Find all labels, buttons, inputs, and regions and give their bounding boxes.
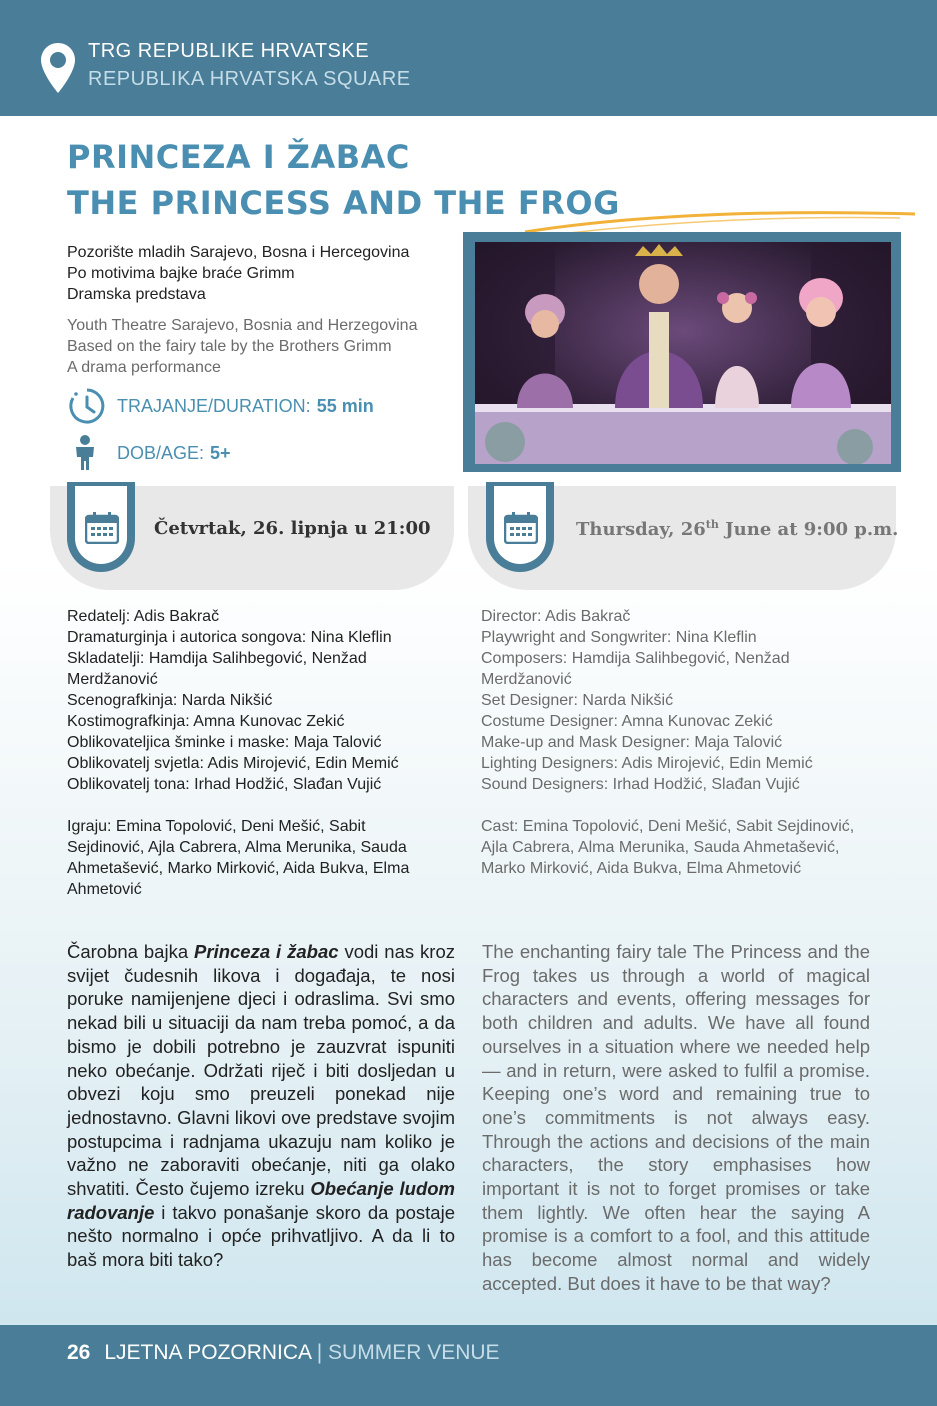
cast-line: Igraju: Emina Topolović, Deni Mešić, Sabit Sejdinović, Ajla Cabrera, Alma Merunika, Sauda Ahmetašević, Marko Mirković, Aida Bukva, Elma Ahmetović — [67, 818, 410, 898]
credit-line: Redatelj: Adis Bakrač — [67, 608, 220, 625]
credits-hr — [67, 606, 447, 900]
info-en-line: A drama performance — [67, 359, 221, 376]
credits-en — [481, 606, 861, 879]
duration-label: TRAJANJE/DURATION: — [117, 395, 311, 416]
cast-line: Cast: Emina Topolović, Deni Mešić, Sabit Sejdinović, Ajla Cabrera, Alma Merunika, Sauda Ahmetašević, Marko Mirković, Aida Bukva, Elma Ahmetović — [481, 818, 855, 877]
desc-emphasis: Obećanje ludom radovanje — [67, 1178, 456, 1223]
age-label: DOB/AGE: — [117, 442, 205, 463]
credit-line: Composers: Hamdija Salihbegović, Nenžad Merdžanović — [481, 650, 790, 688]
credit-line: Make-up and Mask Designer: Maja Talović — [481, 734, 783, 751]
info-en — [67, 315, 417, 378]
credit-line: Oblikovateljica šminke i maske: Maja Talović — [67, 734, 382, 751]
credit-line: Skladatelji: Hamdija Salihbegović, Nenžad Merdžanović — [67, 650, 367, 688]
performance-photo — [475, 242, 891, 464]
calendar-icon — [504, 512, 538, 544]
credit-line: Set Designer: Narda Nikšić — [481, 692, 674, 709]
credit-line: Playwright and Songwriter: Nina Kleflin — [481, 629, 757, 646]
info-hr — [67, 242, 409, 305]
duration-row — [67, 386, 374, 426]
calendar-tab-hr — [67, 482, 135, 572]
desc-emphasis: Princeza i žabac — [194, 941, 339, 962]
credit-line: Dramaturginja i autorica songova: Nina Kleflin — [67, 629, 392, 646]
footer-section-hr: LJETNA POZORNICA — [104, 1341, 311, 1364]
credit-line: Costume Designer: Amna Kunovac Zekić — [481, 713, 773, 730]
footer-section-en: SUMMER VENUE — [328, 1341, 500, 1364]
title-hr: PRINCEZA I ŽABAC — [67, 138, 410, 176]
desc-text: i takvo ponašanje skoro da postaje nešto normalno i opće prihvatljivo. A da li to baš mora biti tako? — [67, 1201, 455, 1271]
desc-text: vodi nas kroz svijet čudesnih likova i događaja, te nosi poruke namijenjene djeci i odraslima. Svi smo nekad bili u situaciji da nam treba pomoć, a da bismo je dobili potrebno je zauzvrat ispuniti neko obećanje. Održati riječ i biti dosljedan u obvezi koju smo preuzeli ponekad nije jednostavno. Glavni likovi ove predstave svojim postupcima i radnjama ukazuju nam koliko je važno ne zaboraviti obećanje, niti ga olako shvatiti. Često čujemo izreku — [67, 941, 455, 1200]
calendar-tab-en — [486, 482, 554, 572]
date-en — [576, 518, 898, 540]
credit-line: Oblikovatelj svjetla: Adis Mirojević, Edin Memić — [67, 755, 399, 772]
duration-value: 55 min — [316, 395, 374, 416]
description-en: The enchanting fairy tale The Princess and the Frog takes us through a world of magical characters and events, offering messages for both children and adults. We have all found ourselves in a situation where we needed help — and in return, were asked to fulfil a promise. Keeping one’s word and remaining true to one’s commitments is not always easy. Through the actions and decisions of the main characters, the story emphasises how important it is not to forget promises or take them lightly. We often hear the saying A promise is a comfort to a fool, and this attitude has become almost normal and widely accepted. But does it have to be that way? — [482, 941, 870, 1294]
credit-line: Lighting Designers: Adis Mirojević, Edin Memić — [481, 755, 813, 772]
date-hr: Četvrtak, 26. lipnja u 21:00 — [154, 518, 431, 539]
credit-line: Oblikovatelj tona: Irhad Hodžić, Slađan Vujić — [67, 776, 382, 793]
age-row — [67, 433, 231, 473]
page-number: 26 — [67, 1341, 91, 1364]
description-hr — [67, 940, 455, 1272]
age-value: 5+ — [210, 442, 231, 463]
footer — [67, 1341, 500, 1365]
info-hr-line: Dramska predstava — [67, 286, 206, 303]
footer-separator: | — [310, 1341, 329, 1364]
location-pin-icon — [40, 42, 76, 94]
date-en-suffix: th — [705, 518, 719, 531]
desc-text: Čarobna bajka — [67, 941, 195, 962]
credit-line: Sound Designers: Irhad Hodžić, Slađan Vujić — [481, 776, 800, 793]
info-hr-line: Po motivima bajke braće Grimm — [67, 265, 295, 282]
info-hr-line: Pozorište mladih Sarajevo, Bosna i Hercegovina — [67, 244, 410, 261]
info-en-line: Based on the fairy tale by the Brothers Grimm — [67, 338, 392, 355]
footer-bar — [0, 1325, 937, 1406]
calendar-icon — [85, 512, 119, 544]
credit-line: Scenografkinja: Narda Nikšić — [67, 692, 273, 709]
child-icon — [67, 433, 107, 473]
credit-line: Director: Adis Bakrač — [481, 608, 631, 625]
info-en-line: Youth Theatre Sarajevo, Bosnia and Herzegovina — [67, 317, 418, 334]
date-en-day: Thursday, 26 — [576, 519, 706, 540]
venue-name-hr: TRG REPUBLIKE HRVATSKE — [88, 40, 370, 62]
venue-name-en: REPUBLIKA HRVATSKA SQUARE — [88, 68, 411, 90]
credit-line: Kostimografkinja: Amna Kunovac Zekić — [67, 713, 345, 730]
clock-icon — [67, 386, 107, 426]
title-en: THE PRINCESS AND THE FROG — [67, 184, 620, 222]
date-en-rest: June at 9:00 p.m. — [718, 519, 899, 540]
